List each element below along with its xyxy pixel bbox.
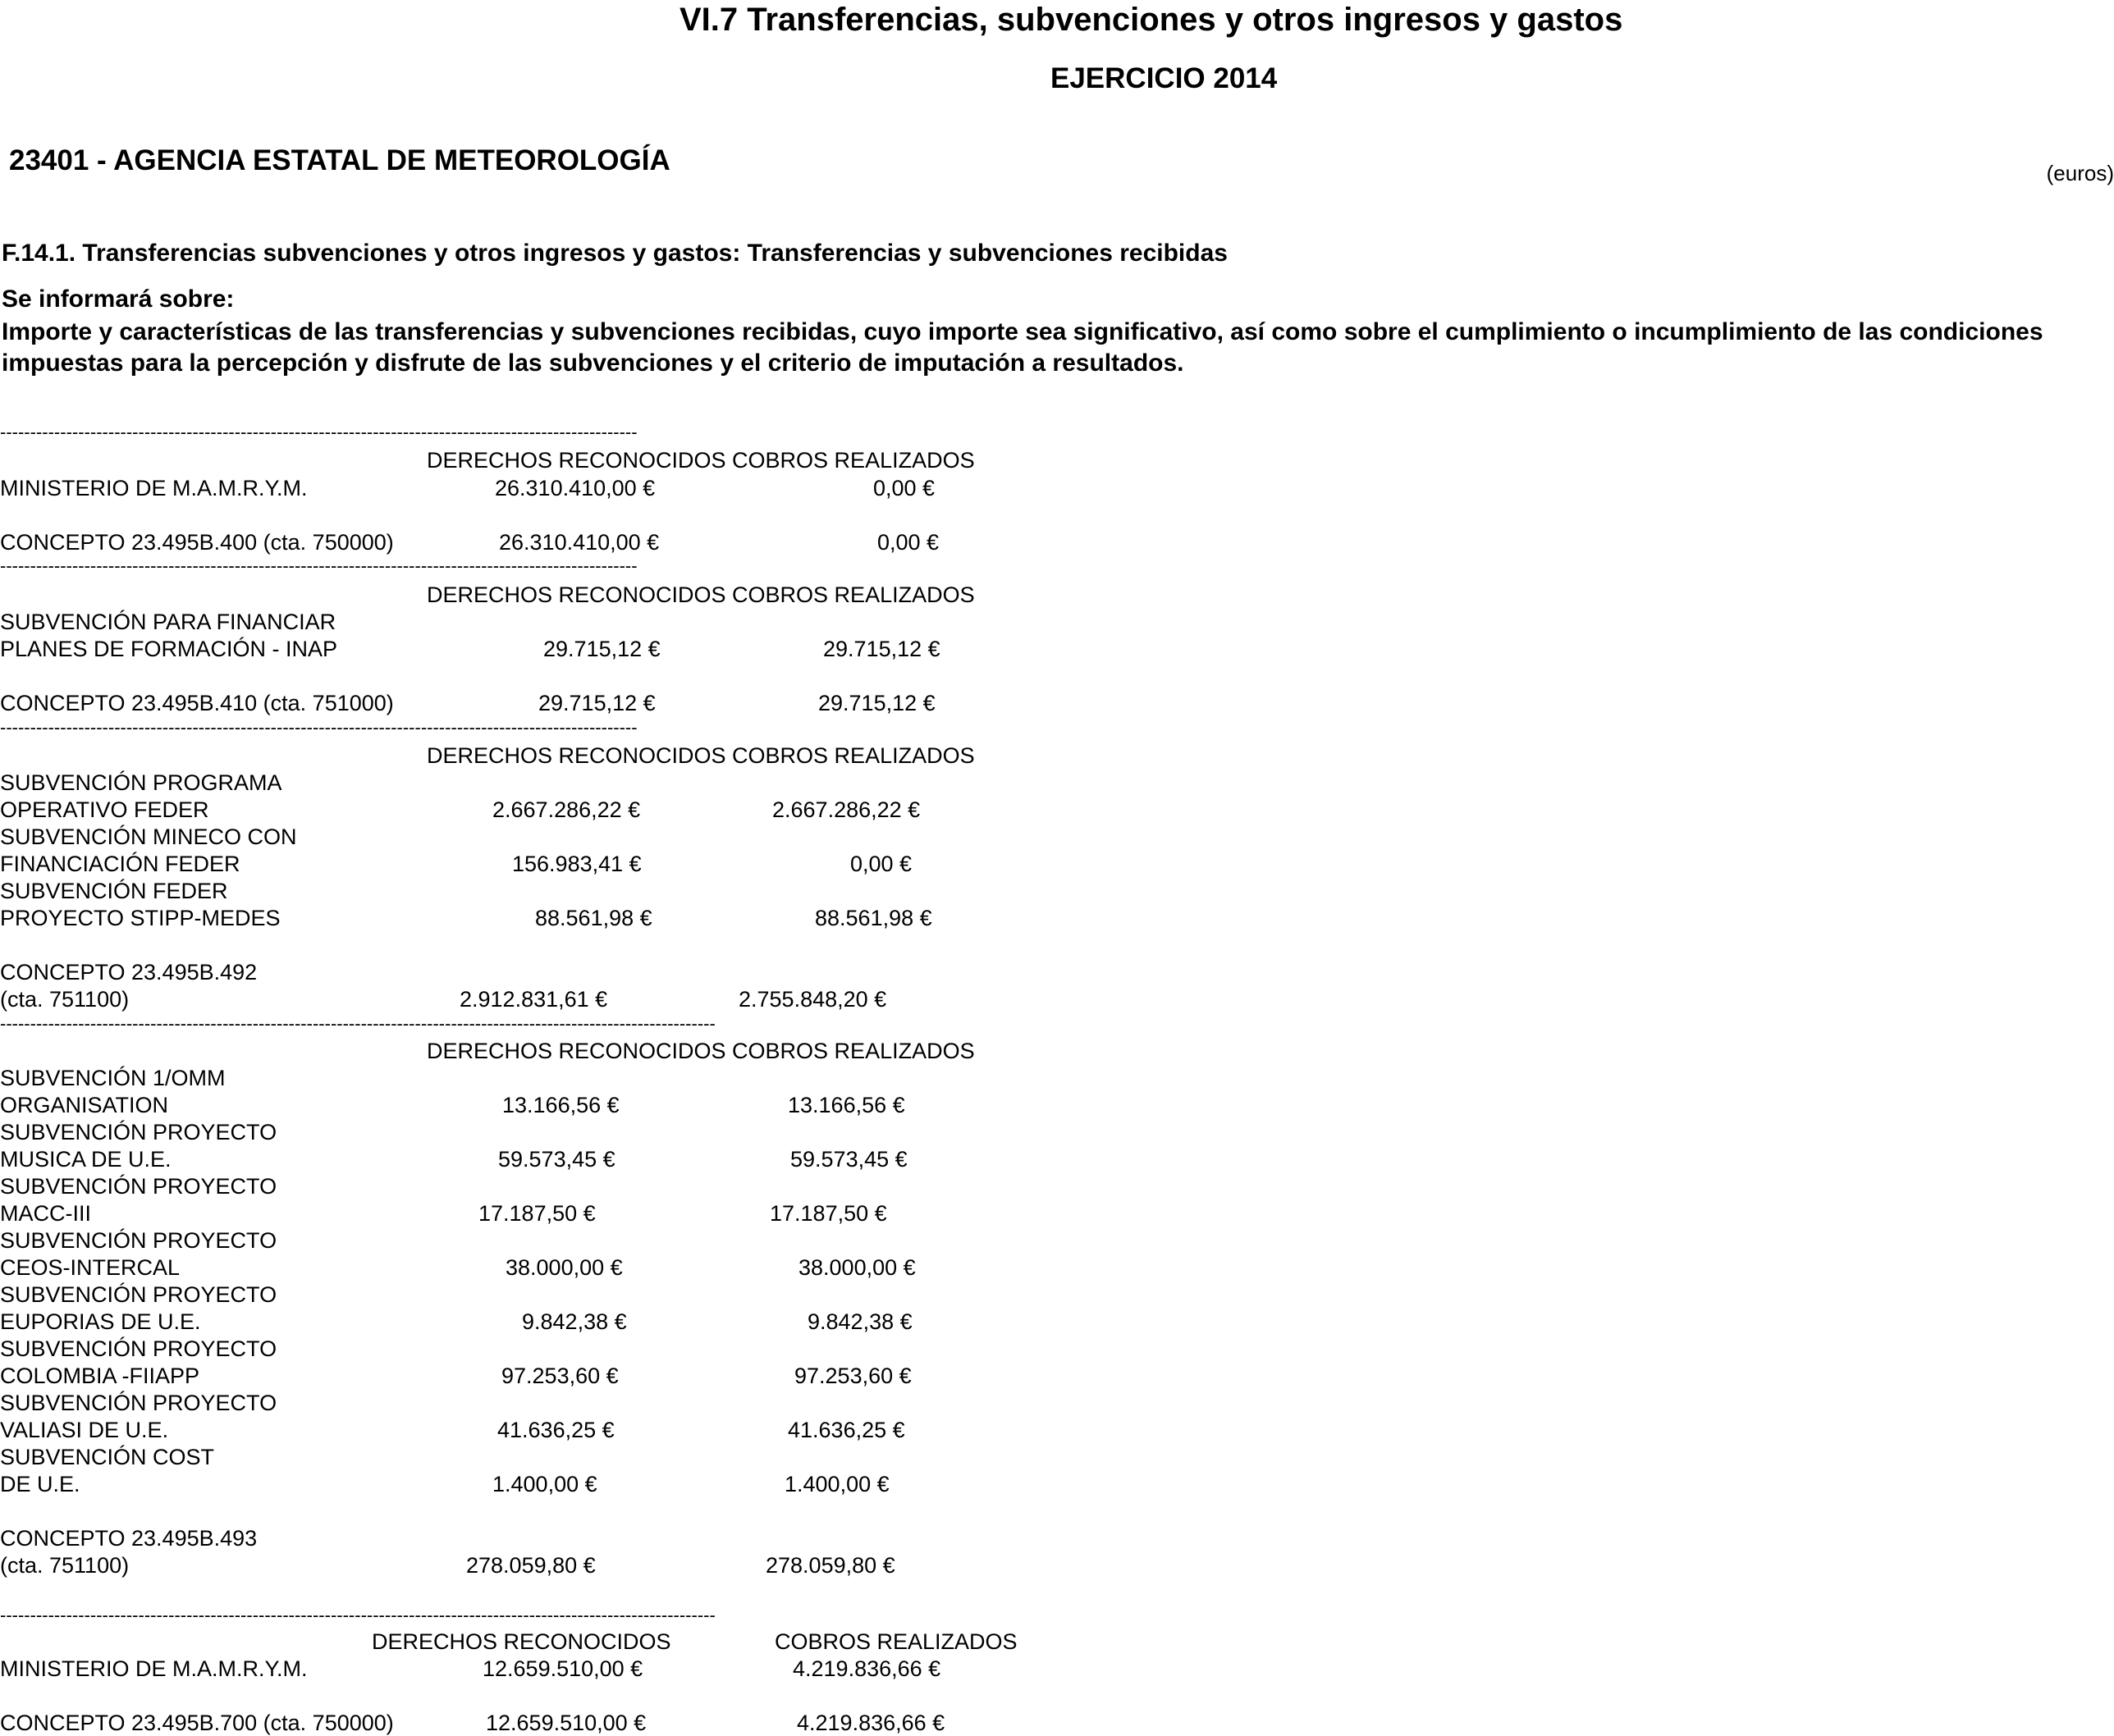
row-label-line1: SUBVENCIÓN PROYECTO xyxy=(0,1282,277,1307)
row-label-line1: SUBVENCIÓN PROYECTO xyxy=(0,1391,277,1415)
derechos-value: 29.715,12 € xyxy=(543,637,661,661)
derechos-value: 1.400,00 € xyxy=(492,1472,597,1496)
concepto-derechos: 29.715,12 € xyxy=(538,691,656,715)
agency-name: 23401 - AGENCIA ESTATAL DE METEOROLOGÍA xyxy=(9,144,670,176)
row-label-line2: ORGANISATION xyxy=(0,1093,169,1117)
cobros-value: 13.166,56 € xyxy=(788,1093,905,1117)
page-title: VI.7 Transferencias, subvenciones y otros ingresos y gastos xyxy=(680,2,1623,38)
cobros-value: 88.561,98 € xyxy=(815,906,932,930)
concepto-label: CONCEPTO 23.495B.400 (cta. 750000) xyxy=(0,530,394,555)
column-header-cobros: COBROS REALIZADOS xyxy=(775,1629,1018,1654)
section-title: F.14.1. Transferencias subvenciones y otros ingresos y gastos: Transferencias y subvenciones recibidas xyxy=(2,240,1228,267)
row-label-line2: VALIASI DE U.E. xyxy=(0,1418,169,1442)
cobros-value: 0,00 € xyxy=(850,852,913,876)
row-label-line1: SUBVENCIÓN PROYECTO xyxy=(0,1174,277,1199)
row-label-line1: SUBVENCIÓN COST xyxy=(0,1445,215,1469)
separator: ----------------------------------------------------------------------------------------------------------------------- xyxy=(0,1013,716,1034)
concepto-label: CONCEPTO 23.495B.700 (cta. 750000) xyxy=(0,1711,394,1735)
concepto-label-line1: CONCEPTO 23.495B.492 xyxy=(0,960,258,984)
concepto-cobros: 29.715,12 € xyxy=(818,691,936,715)
row-label: MINISTERIO DE M.A.M.R.Y.M. xyxy=(0,1656,308,1681)
row-label: MINISTERIO DE M.A.M.R.Y.M. xyxy=(0,476,308,500)
derechos-value: 97.253,60 € xyxy=(501,1364,619,1388)
cobros-value: 59.573,45 € xyxy=(790,1147,908,1172)
units-label: (euros) xyxy=(2046,161,2114,185)
concepto-cobros: 278.059,80 € xyxy=(766,1553,895,1578)
column-header: DERECHOS RECONOCIDOS COBROS REALIZADOS xyxy=(427,743,975,768)
concepto-label: CONCEPTO 23.495B.410 (cta. 751000) xyxy=(0,691,394,715)
row-label-line2: DE U.E. xyxy=(0,1472,80,1496)
row-label-line1: SUBVENCIÓN MINECO CON xyxy=(0,825,297,849)
derechos-value: 9.842,38 € xyxy=(522,1309,627,1334)
separator: ----------------------------------------------------------------------------------------------------------------------- xyxy=(0,1605,716,1625)
cobros-value: 4.219.836,66 € xyxy=(793,1656,941,1681)
cobros-value: 9.842,38 € xyxy=(808,1309,913,1334)
row-label-line2: OPERATIVO FEDER xyxy=(0,797,209,822)
row-label-line1: SUBVENCIÓN FEDER xyxy=(0,879,228,903)
derechos-value: 13.166,56 € xyxy=(502,1093,620,1117)
concepto-derechos: 12.659.510,00 € xyxy=(486,1711,647,1735)
concepto-derechos: 278.059,80 € xyxy=(466,1553,596,1578)
derechos-value: 88.561,98 € xyxy=(535,906,652,930)
cobros-value: 38.000,00 € xyxy=(798,1255,916,1280)
row-label-line1: SUBVENCIÓN PROGRAMA xyxy=(0,770,282,795)
cobros-value: 2.667.286,22 € xyxy=(772,797,921,822)
separator: ---------------------------------------------------------------------------------------------------------- xyxy=(0,717,638,738)
cobros-value: 1.400,00 € xyxy=(785,1472,890,1496)
row-label-line1: SUBVENCIÓN PARA FINANCIAR xyxy=(0,610,336,634)
row-label-line2: COLOMBIA -FIIAPP xyxy=(0,1364,200,1388)
cobros-value: 29.715,12 € xyxy=(823,637,940,661)
row-label-line2: MACC-III xyxy=(0,1201,91,1226)
intro-heading: Se informará sobre: xyxy=(2,286,235,313)
derechos-value: 38.000,00 € xyxy=(506,1255,623,1280)
derechos-value: 59.573,45 € xyxy=(498,1147,615,1172)
derechos-value: 12.659.510,00 € xyxy=(483,1656,643,1681)
row-label-line2: EUPORIAS DE U.E. xyxy=(0,1309,201,1334)
derechos-value: 156.983,41 € xyxy=(512,852,642,876)
cobros-value: 0,00 € xyxy=(873,476,936,500)
cobros-value: 41.636,25 € xyxy=(788,1418,905,1442)
fiscal-year: EJERCICIO 2014 xyxy=(1050,62,1278,94)
concepto-derechos: 26.310.410,00 € xyxy=(499,530,660,555)
cobros-value: 17.187,50 € xyxy=(770,1201,887,1226)
row-label-line1: SUBVENCIÓN PROYECTO xyxy=(0,1228,277,1253)
column-header: DERECHOS RECONOCIDOS COBROS REALIZADOS xyxy=(427,582,975,607)
derechos-value: 26.310.410,00 € xyxy=(495,476,656,500)
column-header-derechos: DERECHOS RECONOCIDOS xyxy=(372,1629,671,1654)
row-label-line2: FINANCIACIÓN FEDER xyxy=(0,852,240,876)
column-header: DERECHOS RECONOCIDOS COBROS REALIZADOS xyxy=(427,1039,975,1063)
row-label-line2: CEOS-INTERCAL xyxy=(0,1255,181,1280)
column-header: DERECHOS RECONOCIDOS COBROS REALIZADOS xyxy=(427,448,975,473)
concepto-cobros: 0,00 € xyxy=(877,530,940,555)
concepto-cobros: 2.755.848,20 € xyxy=(739,987,887,1012)
derechos-value: 41.636,25 € xyxy=(497,1418,615,1442)
concepto-label-line2: (cta. 751100) xyxy=(0,987,130,1012)
row-label-line2: MUSICA DE U.E. xyxy=(0,1147,172,1172)
row-label-line1: SUBVENCIÓN 1/OMM xyxy=(0,1066,226,1090)
cobros-value: 97.253,60 € xyxy=(794,1364,912,1388)
row-label-line1: SUBVENCIÓN PROYECTO xyxy=(0,1120,277,1144)
concepto-label-line2: (cta. 751100) xyxy=(0,1553,130,1578)
derechos-value: 2.667.286,22 € xyxy=(492,797,641,822)
derechos-value: 17.187,50 € xyxy=(478,1201,596,1226)
separator: ---------------------------------------------------------------------------------------------------------- xyxy=(0,555,638,576)
concepto-cobros: 4.219.836,66 € xyxy=(797,1711,945,1735)
row-label-line2: PROYECTO STIPP-MEDES xyxy=(0,906,281,930)
row-label-line2: PLANES DE FORMACIÓN - INAP xyxy=(0,637,338,661)
row-label-line1: SUBVENCIÓN PROYECTO xyxy=(0,1336,277,1361)
intro-body: Importe y características de las transferencias y subvenciones recibidas, cuyo importe sea significativo, así como sobre el cumplimiento o incumplimiento de las condiciones impuestas para la percepción y disfrute de las subvenciones y el criterio de imputación a resultados. xyxy=(2,318,2043,377)
separator: ---------------------------------------------------------------------------------------------------------- xyxy=(0,422,638,442)
concepto-derechos: 2.912.831,61 € xyxy=(460,987,608,1012)
concepto-label-line1: CONCEPTO 23.495B.493 xyxy=(0,1526,258,1551)
